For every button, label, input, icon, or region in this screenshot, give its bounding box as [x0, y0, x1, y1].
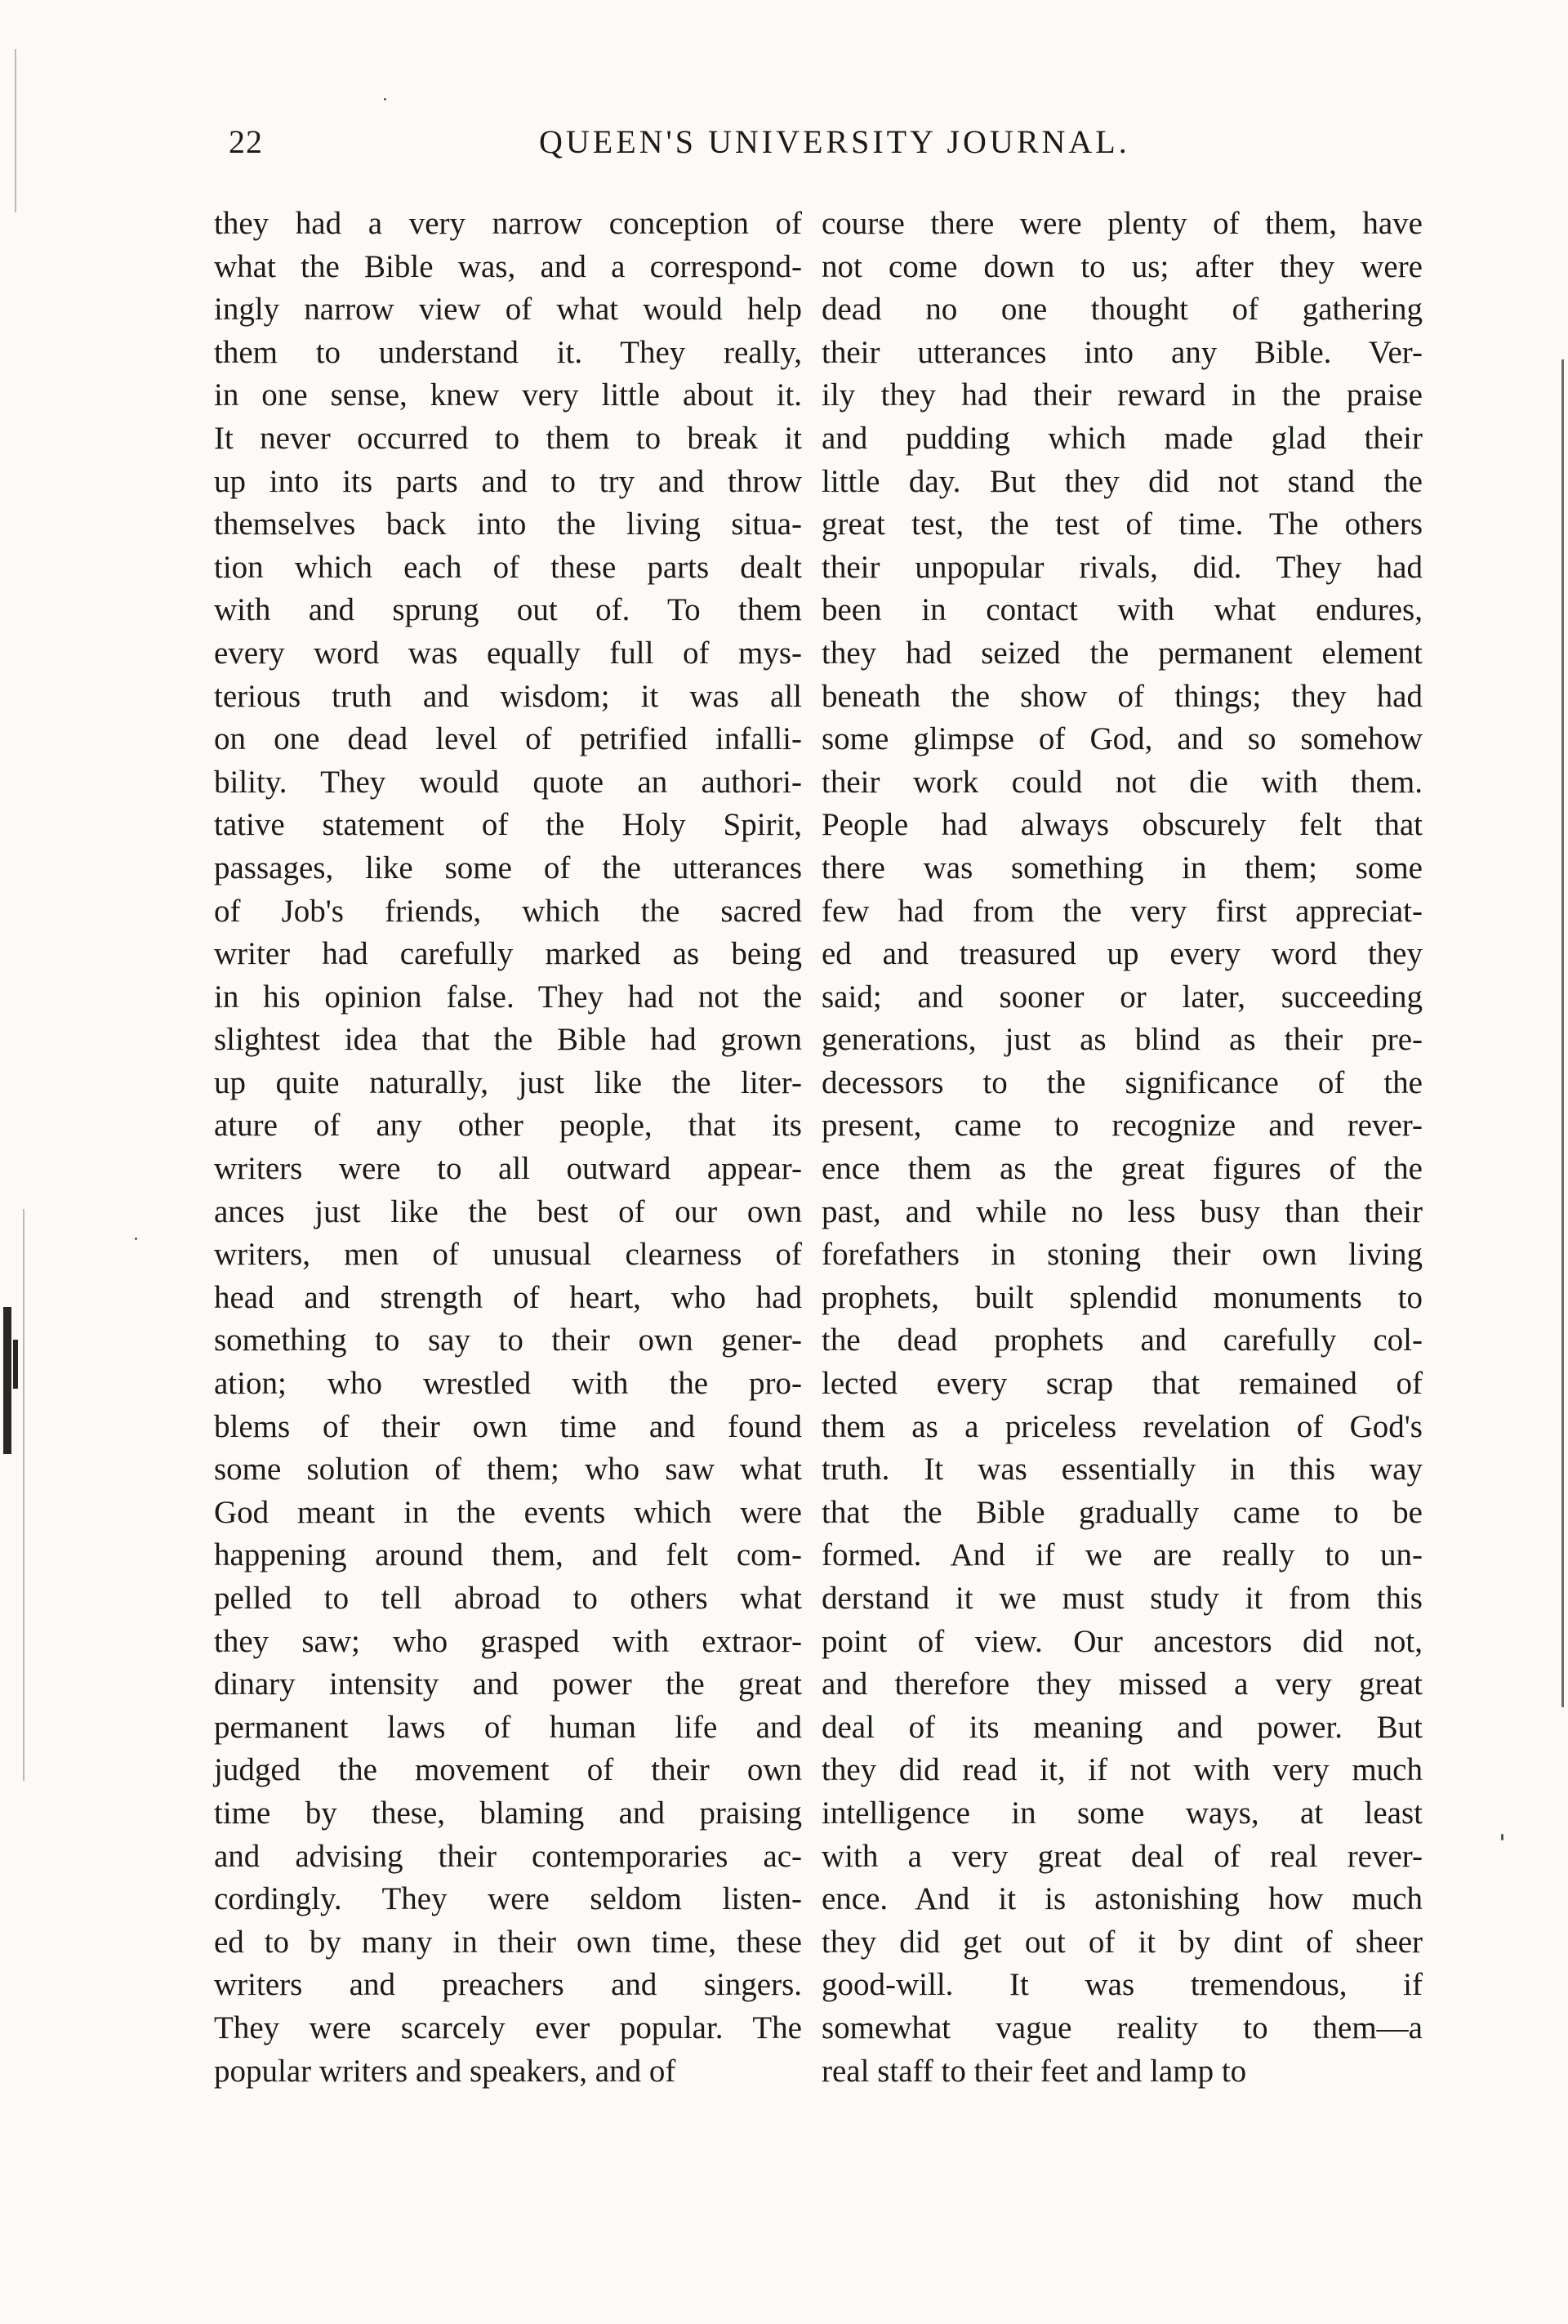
text-line: their utterances into any Bible. Ver- [822, 334, 1423, 370]
scan-edge-line [23, 1209, 24, 1781]
page-number: 22 [229, 123, 263, 160]
text-line: been in contact with what endures, [822, 592, 1423, 628]
text-line: passages, like some of the utterances [214, 850, 802, 885]
scan-speck [1501, 1834, 1503, 1840]
left-column [214, 203, 802, 2093]
text-line: that the Bible gradually came to be [822, 1494, 1423, 1530]
text-line: their unpopular rivals, did. They had [822, 549, 1423, 585]
text-line: on one dead level of petrified infalli- [214, 721, 802, 757]
text-line: dinary intensity and power the great [214, 1666, 802, 1702]
text-line: they did get out of it by dint of sheer [822, 1924, 1423, 1960]
text-line: present, came to recognize and rever- [822, 1108, 1423, 1144]
text-line: ation; who wrestled with the pro- [214, 1366, 802, 1402]
text-line: with and sprung out of. To them [214, 592, 802, 628]
text-line: formed. And if we are really to un- [822, 1537, 1423, 1573]
text-line: great test, the test of time. The others [822, 506, 1423, 542]
text-line: head and strength of heart, who had [214, 1279, 802, 1315]
page-header [229, 123, 1160, 180]
text-line: in his opinion false. They had not the [214, 979, 802, 1015]
text-line: and pudding which made glad their [822, 420, 1423, 456]
text-line: bility. They would quote an authori- [214, 764, 802, 800]
text-line: prophets, built splendid monuments to [822, 1279, 1423, 1315]
text-line: tative statement of the Holy Spirit, [214, 807, 802, 843]
scan-edge-line [15, 49, 16, 212]
text-line: few had from the very first appreciat- [822, 893, 1423, 929]
text-line: writers were to all outward appear- [214, 1151, 802, 1187]
text-line: writer had carefully marked as being [214, 936, 802, 972]
running-title: QUEEN'S UNIVERSITY JOURNAL. [539, 123, 1130, 160]
right-column [822, 203, 1423, 2093]
text-line: slightest idea that the Bible had grown [214, 1022, 802, 1058]
text-line: themselves back into the living situa- [214, 506, 802, 542]
text-line: lected every scrap that remained of [822, 1366, 1423, 1402]
text-line: ence. And it is astonishing how much [822, 1881, 1423, 1917]
text-line: God meant in the events which were [214, 1494, 802, 1530]
text-line: they saw; who grasped with extraor- [214, 1623, 802, 1659]
text-line: good-will. It was tremendous, if [822, 1967, 1423, 2003]
text-line: what the Bible was, and a correspond- [214, 248, 802, 284]
text-line: ingly narrow view of what would help [214, 292, 802, 328]
text-line: little day. But they did not stand the [822, 463, 1423, 499]
text-line: in one sense, knew very little about it. [214, 377, 802, 413]
text-line: said; and sooner or later, succeeding [822, 979, 1423, 1015]
text-line: ances just like the best of our own [214, 1193, 802, 1229]
text-line: past, and while no less busy than their [822, 1193, 1423, 1229]
text-line: of Job's friends, which the sacred [214, 893, 802, 929]
text-line: there was something in them; some [822, 850, 1423, 885]
text-line: with a very great deal of real rever- [822, 1838, 1423, 1874]
text-line: point of view. Our ancestors did not, [822, 1623, 1423, 1659]
text-line: cordingly. They were seldom listen- [214, 1881, 802, 1917]
text-line: their work could not die with them. [822, 764, 1423, 800]
text-line: ature of any other people, that its [214, 1108, 802, 1144]
text-line: decessors to the significance of the [822, 1064, 1423, 1100]
text-line: them as a priceless revelation of God's [822, 1408, 1423, 1444]
text-line: blems of their own time and found [214, 1408, 802, 1444]
text-line: ed to by many in their own time, these [214, 1924, 802, 1960]
text-line: they did read it, if not with very much [822, 1752, 1423, 1788]
text-line: generations, just as blind as their pre- [822, 1022, 1423, 1058]
text-line: and therefore they missed a very great [822, 1666, 1423, 1702]
text-line: ed and treasured up every word they [822, 936, 1423, 972]
text-line: course there were plenty of them, have [822, 206, 1423, 241]
text-line: terious truth and wisdom; it was all [214, 678, 802, 714]
text-line: them to understand it. They really, [214, 334, 802, 370]
text-line: pelled to tell abroad to others what [214, 1581, 802, 1616]
text-line: some glimpse of God, and so somehow [822, 721, 1423, 757]
scan-edge-mark [3, 1307, 11, 1454]
text-line: they had seized the permanent element [822, 635, 1423, 671]
text-line: up into its parts and to try and throw [214, 463, 802, 499]
text-line: ence them as the great figures of the [822, 1151, 1423, 1187]
text-line: People had always obscurely felt that [822, 807, 1423, 843]
text-line: truth. It was essentially in this way [822, 1452, 1423, 1488]
text-line: forefathers in stoning their own living [822, 1237, 1423, 1273]
text-line: deal of its meaning and power. But [822, 1709, 1423, 1745]
text-line: permanent laws of human life and [214, 1709, 802, 1745]
text-line: something to say to their own gener- [214, 1323, 802, 1358]
text-line: popular writers and speakers, and of [214, 2053, 676, 2089]
text-line: dead no one thought of gathering [822, 292, 1423, 328]
scan-edge-mark [13, 1340, 18, 1389]
text-line: somewhat vague reality to them—a [822, 2010, 1423, 2045]
scan-right-edge-line [1561, 359, 1564, 1707]
text-line: judged the movement of their own [214, 1752, 802, 1788]
text-line: time by these, blaming and praising [214, 1795, 802, 1831]
text-line: writers, men of unusual clearness of [214, 1237, 802, 1273]
text-line: real staff to their feet and lamp to [822, 2053, 1247, 2089]
text-line: they had a very narrow conception of [214, 206, 802, 241]
text-line: derstand it we must study it from this [822, 1581, 1423, 1616]
text-line: ily they had their reward in the praise [822, 377, 1423, 413]
text-line: intelligence in some ways, at least [822, 1795, 1423, 1831]
text-line: It never occurred to them to break it [214, 420, 802, 456]
text-line: the dead prophets and carefully col- [822, 1323, 1423, 1358]
text-line: writers and preachers and singers. [214, 1967, 802, 2003]
text-line: every word was equally full of mys- [214, 635, 802, 671]
text-line: up quite naturally, just like the liter- [214, 1064, 802, 1100]
text-line: some solution of them; who saw what [214, 1452, 802, 1488]
text-line: not come down to us; after they were [822, 248, 1423, 284]
text-line: happening around them, and felt com- [214, 1537, 802, 1573]
scan-speck [384, 98, 386, 100]
scan-speck [135, 1238, 137, 1240]
text-line: beneath the show of things; they had [822, 678, 1423, 714]
text-line: and advising their contemporaries ac- [214, 1838, 802, 1874]
text-line: tion which each of these parts dealt [214, 549, 802, 585]
text-line: They were scarcely ever popular. The [214, 2010, 802, 2045]
